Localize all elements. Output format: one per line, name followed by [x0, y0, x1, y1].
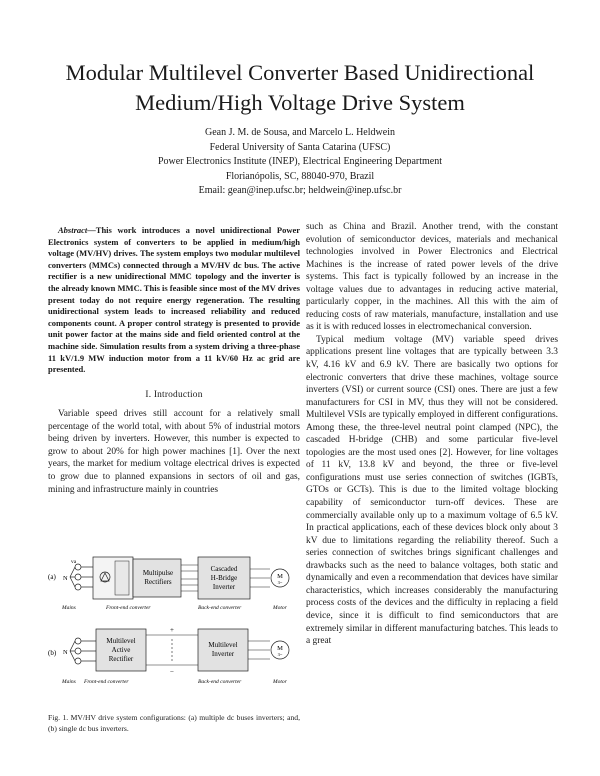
mains-sources-a	[70, 564, 93, 590]
back-end-label-b: Back-end converter	[198, 679, 242, 685]
motor-sym-a: 3~	[277, 580, 283, 585]
secondary-windings	[115, 561, 129, 595]
motor-m-b: M	[277, 645, 283, 652]
mmc-rect-label-1: Multilevel	[106, 637, 136, 645]
abstract-label: Abstract	[58, 225, 88, 235]
multipulse-label-1: Multipulse	[142, 569, 174, 577]
dc-links-a	[181, 565, 198, 591]
paper-title	[30, 58, 570, 118]
motor-label-a: Motor	[273, 605, 287, 611]
fig-label-a: (a)	[48, 573, 56, 581]
chb-label-3: Inverter	[212, 583, 236, 591]
mains-sources-b	[70, 638, 96, 664]
neutral-label-b: N	[63, 649, 68, 656]
mmc-inv-label-2: Inverter	[211, 650, 235, 658]
title-line-2: Medium/High Voltage Drive System	[135, 90, 465, 115]
fig-label-b: (b)	[48, 649, 57, 657]
front-end-label-b: Front-end converter	[84, 679, 129, 685]
right-column	[306, 221, 558, 648]
abstract	[48, 225, 300, 376]
multipulse-label-2: Rectifiers	[144, 578, 172, 586]
chb-label-2: H-Bridge	[210, 574, 238, 582]
dc-plus: +	[170, 626, 174, 634]
abstract-text: —This work introduces a novel unidirectional Power Electronics system of converters to be applied in medium/high voltage (MV/HV) drives. The system employs two modular multilevel converters (MMCs) connected through a MV/HV dc bus. The active rectifier is a new unidirectional MMC topology and the inverter is the already known MMC. This is feasible since most of the MV drives present today do not require energy regeneration. The resulting unidirectional system leads to increased reliability and reduced components count. A proper control strategy is presented to provide unit power factor at the mains side and field oriented control at the machine side. Simulation results from a system driving a three-phase 11 kV/1.9 MW induction motor from a 11 kV/60 Hz ac grid are presented.	[48, 225, 300, 375]
mains-label-b: Mains	[62, 679, 76, 685]
authors: Gean J. M. de Sousa, and Marcelo L. Heldwein	[205, 127, 395, 138]
mmc-inv-label-1: Multilevel	[208, 641, 238, 649]
left-column	[48, 225, 300, 496]
mmc-rect-label-3: Rectifier	[108, 655, 134, 663]
back-end-label-a: Back-end converter	[198, 605, 242, 611]
motor-sym-b: 3~	[277, 652, 283, 657]
intro-paragraph-1: Variable speed drives still account for a relatively small percentage of the world total, with about 5% of industrial motors being driven by inverters. However, this number is expected to grow to about 20% for high power machines [1]. Over the next years, the market for medium voltage electrical drives is expected to grow due to planned expansions in sectors of oil and gas, mining and infrastructure mainly in countries	[48, 409, 300, 495]
mmc-rect-label-2: Active	[111, 646, 131, 654]
motor-feed-b	[248, 641, 270, 659]
intro-paragraph-2: Typical medium voltage (MV) variable speed drives applications present line voltages that are typically between 3.3 kV, 4.16 kV and 6.9 kV. There are basically two options for electronic converters that drive these machines, voltage source inverters (VSI) or current source (CSI) ones. There are just a few manufacturers for CSI in MV, thus they will not be considered. Multilevel VSIs are typically employed in different configurations. Among these, the three-level neutral point clamped (NPC), the cascaded H-bridge (CHB) and some particular five-level topologies are the most used ones [2]. However, for line voltages of 11 kV, 13.8 kV and beyond, the three or five-level configurations must use series connection of switches (IGBTs, GTOs or GCTs). This is due to the limited voltage blocking capability of semiconductor turn-off devices. These are commercially available only up to a maximum voltage of 6.5 kV. In practical applications, each of these devices block only about 3 kV due to limitations regarding the reliability thereof. Such a series connection of switches brings significant challenges and drawbacks such as the need to balance voltages, both static and dynamically and even a recommendation that devices have similar characteristics, which increases considerably the manufacturing process costs of the devices and the difficulty in replacing a field device, since it is difficult to find semiconductors that are extremely similar in different manufacturing batches. This leads to a great	[306, 334, 558, 647]
affiliation-1: Federal University of Santa Catarina (UFSC)	[209, 141, 391, 153]
author-block	[30, 126, 570, 199]
figure-caption: Fig. 1. MV/HV drive system configurations: (a) multiple dc buses inverters; and, (b) single dc bus inverters.	[48, 713, 300, 733]
motor-m-a: M	[277, 573, 283, 580]
dc-minus: −	[170, 668, 174, 676]
intro-paragraph-1-continued: such as China and Brazil. Another trend, with the constant evolution of semiconductor devices, materials and mechanical technologies involved in Power Electronics and Electrical Machines is the increase of rated power levels of the drive systems. This fact is typically followed by an increase in the voltage values due to advantages in reducing active material, particularly copper, in the machines. All this with the aim of reducing costs of raw materials, manufacture, installation and use as it is with reduced losses in electromechanical conversion.	[306, 222, 558, 333]
front-end-label-a: Front-end converter	[106, 605, 151, 611]
dc-bus-b	[146, 635, 198, 665]
affiliation-3: Florianópolis, SC, 88040-970, Brazil	[225, 170, 375, 182]
section-heading: I. Introduction	[145, 389, 203, 400]
email: Email: gean@inep.ufsc.br; heldwein@inep.ufsc.br	[198, 185, 402, 196]
motor-feed-a	[250, 569, 270, 587]
affiliation-2: Power Electronics Institute (INEP), Electrical Engineering Department	[157, 156, 443, 167]
figure-1	[48, 553, 300, 703]
motor-label-b: Motor	[273, 679, 287, 685]
va-label-a: va	[71, 559, 77, 565]
title-line-1: Modular Multilevel Converter Based Unidirectional	[65, 60, 535, 85]
chb-label-1: Cascaded	[210, 565, 238, 573]
neutral-label-a: N	[63, 575, 68, 582]
mains-label-a: Mains	[62, 605, 76, 611]
